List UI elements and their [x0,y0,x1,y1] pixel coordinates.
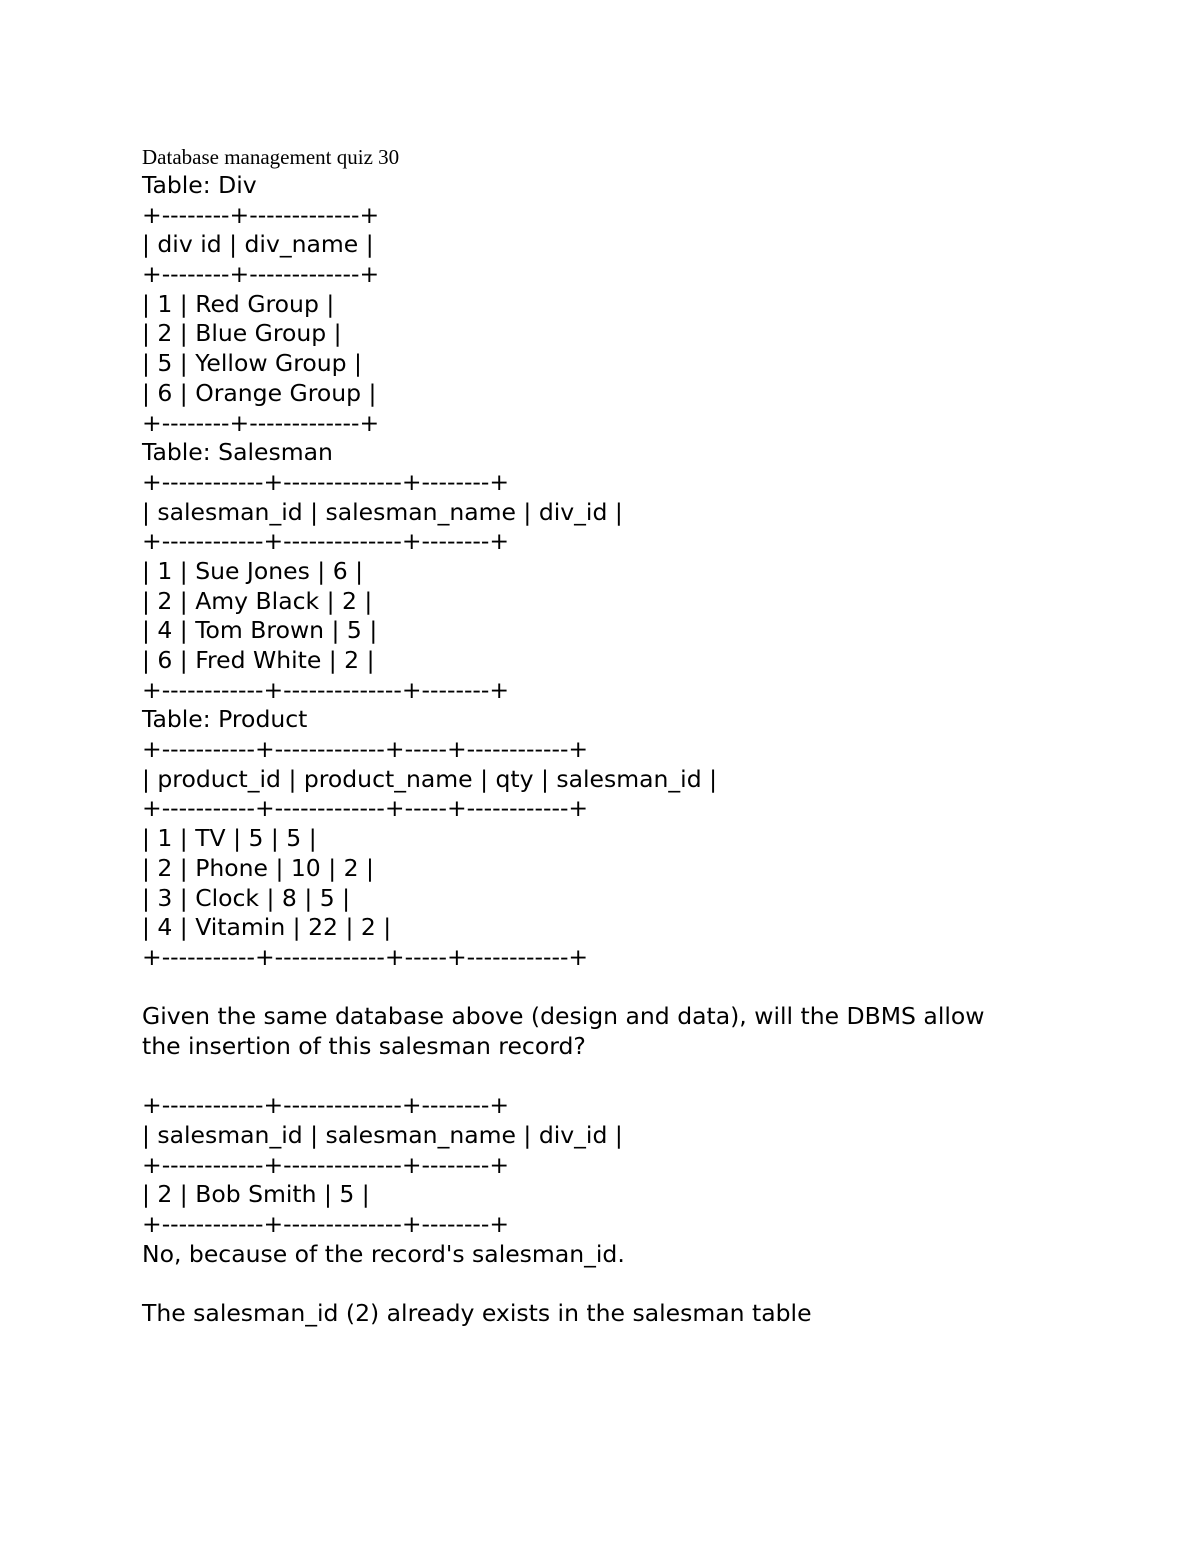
record-header: | salesman_id | salesman_name | div_id | [142,1121,623,1149]
document-body [142,171,1142,1329]
blank-line [142,1062,1142,1092]
table-salesman-row: | 2 | Amy Black | 2 | [142,586,373,615]
table-div-border-top: +--------+-------------+ [142,200,380,229]
table-div-row: | 1 | Red Group | [142,289,335,318]
table-product-row: | 4 | Vitamin | 22 | 2 | [142,913,392,942]
question-line: Given the same database above (design and data), will the DBMS allow [142,1002,985,1031]
blank-line [142,973,1142,1003]
table-div-border-mid: +--------+-------------+ [142,260,380,289]
table-product-border-mid: +-----------+-------------+-----+------------+ [142,794,589,823]
table-div-row: | 6 | Orange Group | [142,378,377,407]
table-salesman-caption: Table: Salesman [142,438,333,467]
document-title: Database management quiz 30 [142,145,400,169]
table-div-caption: Table: Div [142,171,257,199]
record-border-bottom: +------------+--------------+--------+ [142,1210,510,1239]
table-salesman-row: | 1 | Sue Jones | 6 | [142,556,364,585]
record-border-top: +------------+--------------+--------+ [142,1091,510,1120]
table-div-row: | 2 | Blue Group | [142,319,342,348]
blank-line [142,1269,1142,1299]
table-product-header: | product_id | product_name | qty | salesman_id | [142,764,718,793]
table-salesman-row: | 4 | Tom Brown | 5 | [142,616,378,645]
record-row: | 2 | Bob Smith | 5 | [142,1180,370,1209]
table-div-row: | 5 | Yellow Group | [142,349,362,378]
table-salesman-border-top: +------------+--------------+--------+ [142,467,510,496]
table-product-border-top: +-----------+-------------+-----+------------+ [142,735,589,764]
table-salesman-header: | salesman_id | salesman_name | div_id | [142,497,623,526]
answer-line: No, because of the record's salesman_id. [142,1239,625,1268]
table-div-header: | div id | div_name | [142,230,374,259]
table-product-border-bottom: +-----------+-------------+-----+------------+ [142,942,589,971]
table-product-row: | 1 | TV | 5 | 5 | [142,824,317,853]
document-page [142,143,1142,1329]
table-div-border-bottom: +--------+-------------+ [142,408,380,437]
table-product-row: | 3 | Clock | 8 | 5 | [142,883,351,912]
explanation-line: The salesman_id (2) already exists in the salesman table [142,1299,812,1328]
record-border-mid: +------------+--------------+--------+ [142,1150,510,1179]
table-product-row: | 2 | Phone | 10 | 2 | [142,853,374,882]
table-salesman-border-bottom: +------------+--------------+--------+ [142,675,510,704]
table-product-caption: Table: Product [142,705,308,734]
question-line: the insertion of this salesman record? [142,1031,586,1060]
table-salesman-border-mid: +------------+--------------+--------+ [142,527,510,556]
table-salesman-row: | 6 | Fred White | 2 | [142,646,375,674]
